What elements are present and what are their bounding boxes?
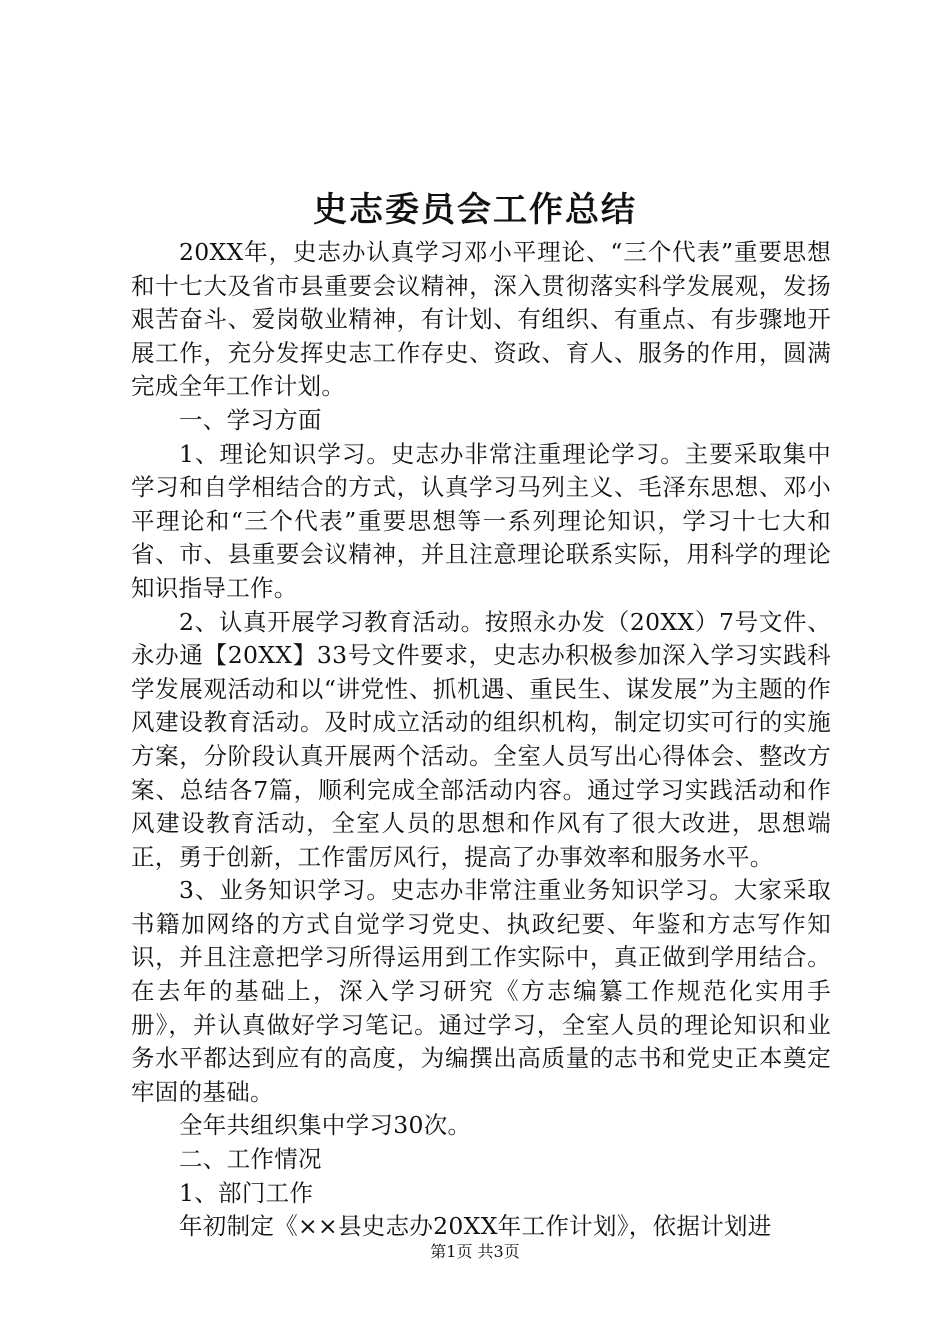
paragraph-intro: 20XX年，史志办认真学习邓小平理论、“三个代表”重要思想和十七大及省市县重要会议精神，深入贯彻落实科学发展观，发扬艰苦奋斗、爱岗敬业精神，有计划、有组织、有重点、有步骤地开展工作，充分发挥史志工作存史、资政、育人、服务的作用，圆满完成全年工作计划。: [131, 238, 831, 401]
page-footer: 第1页 共3页: [430, 1242, 520, 1261]
section-heading-study: 一、学习方面: [179, 405, 322, 434]
paragraph-business-study: 3、业务知识学习。史志办非常注重业务知识学习。大家采取书籍加网络的方式自觉学习党史、执政纪要、年鉴和方志写作知识，并且注意把学习所得运用到工作实际中，真正做到学用结合。在去年的基础上，深入学习研究《方志编纂工作规范化实用手册》，并认真做好学习笔记。通过学习，全室人员的理论知识和业务水平都达到应有的高度，为编撰出高质量的志书和党史正本奠定牢固的基础。: [131, 876, 831, 1106]
section-heading-work: 二、工作情况: [179, 1145, 322, 1174]
document-title: 史志委员会工作总结: [313, 190, 637, 230]
subsection-heading-department: 1、部门工作: [179, 1178, 314, 1207]
paragraph-work-plan: 年初制定《××县史志办20XX年工作计划》，依据计划进: [179, 1212, 772, 1241]
paragraph-study-count: 全年共组织集中学习30次。: [179, 1111, 472, 1140]
paragraph-theory-study: 1、理论知识学习。史志办非常注重理论学习。主要采取集中学习和自学相结合的方式，认真学习马列主义、毛泽东思想、邓小平理论和“三个代表”重要思想等一系列理论知识，学习十七大和省、市、县重要会议精神，并且注意理论联系实际，用科学的理论知识指导工作。: [131, 439, 831, 602]
document-body: [131, 236, 831, 1244]
paragraph-education-activities: 2、认真开展学习教育活动。按照永办发（20XX）7号文件、永办通【20XX】33号文件要求，史志办积极参加深入学习实践科学发展观活动和以“讲党性、抓机遇、重民生、谋发展”为主题的作风建设教育活动。及时成立活动的组织机构，制定切实可行的实施方案，分阶段认真开展两个活动。全室人员写出心得体会、整改方案、总结各7篇，顺利完成全部活动内容。通过学习实践活动和作风建设教育活动，全室人员的思想和作风有了很大改进，思想端正，勇于创新，工作雷厉风行，提高了办事效率和服务水平。: [131, 607, 831, 871]
